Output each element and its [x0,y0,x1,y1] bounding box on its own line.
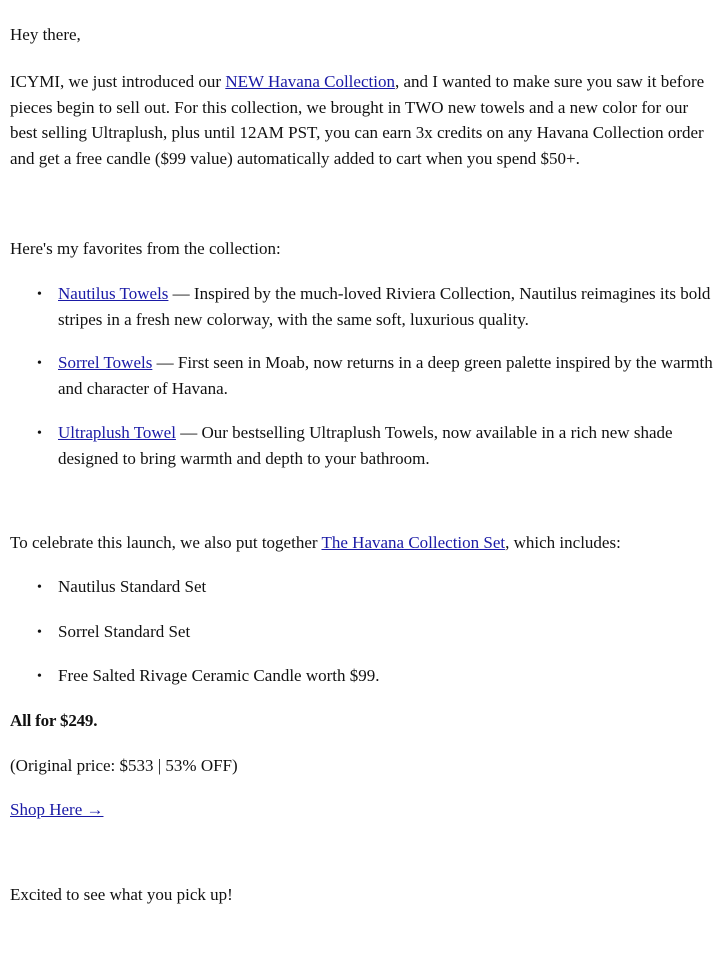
closing-line: Excited to see what you pick up! [10,885,233,904]
bullet-icon: • [37,580,42,595]
original-price: (Original price: $533 | 53% OFF) [10,756,238,775]
favorite-item-description: — Our bestselling Ultraplush Towels, now available in a rich new shade designed to bring warmth and depth to your bathroom. [58,423,673,468]
set-item-label: Free Salted Rivage Ceramic Candle worth $99. [58,666,380,685]
havana-collection-set-link[interactable]: The Havana Collection Set [321,533,506,552]
bullet-icon: • [37,625,42,640]
celebrate-paragraph [10,530,621,555]
celebrate-text-before: To celebrate this launch, we also put together [10,533,322,552]
nautilus-towels-link[interactable]: Nautilus Towels [58,284,169,303]
favorite-item-content [58,350,716,401]
intro-text-before: ICYMI, we just introduced our [10,72,226,91]
bullet-icon: • [37,356,42,371]
intro-text-after: , and I wanted to make sure you saw it before pieces begin to sell out. For this collection, we brought in TWO new towels and a new color for our best selling Ultraplush, plus until 12AM PST, you can earn 3x credits on any Havana Collection order and get a free candle ($99 value) automatically added to cart when you spend $50+. [10,72,705,168]
bullet-icon: • [37,287,42,302]
set-item-label: Sorrel Standard Set [58,622,191,641]
favorites-heading: Here's my favorites from the collection: [10,239,281,258]
celebrate-text-after: , which includes: [505,533,621,552]
shop-here-link[interactable]: Shop Here → [10,800,104,819]
favorite-item-description: — Inspired by the much-loved Riviera Collection, Nautilus reimagines its bold stripes in a fresh new colorway, with the same soft, luxurious quality. [58,284,711,329]
shop-here-paragraph [10,797,103,822]
set-item-label: Nautilus Standard Set [58,577,207,596]
favorite-item-description: — First seen in Moab, now returns in a deep green palette inspired by the warmth and character of Havana. [58,353,713,398]
intro-paragraph [10,69,712,171]
havana-collection-link[interactable]: NEW Havana Collection [225,72,395,91]
favorite-item-content [58,281,716,332]
bullet-icon: • [37,426,42,441]
bullet-icon: • [37,669,42,684]
favorite-item-content [58,420,716,471]
sorrel-towels-link[interactable]: Sorrel Towels [58,353,153,372]
ultraplush-towel-link[interactable]: Ultraplush Towel [58,423,176,442]
greeting: Hey there, [10,25,81,44]
bundle-price: All for $249. [10,711,98,730]
